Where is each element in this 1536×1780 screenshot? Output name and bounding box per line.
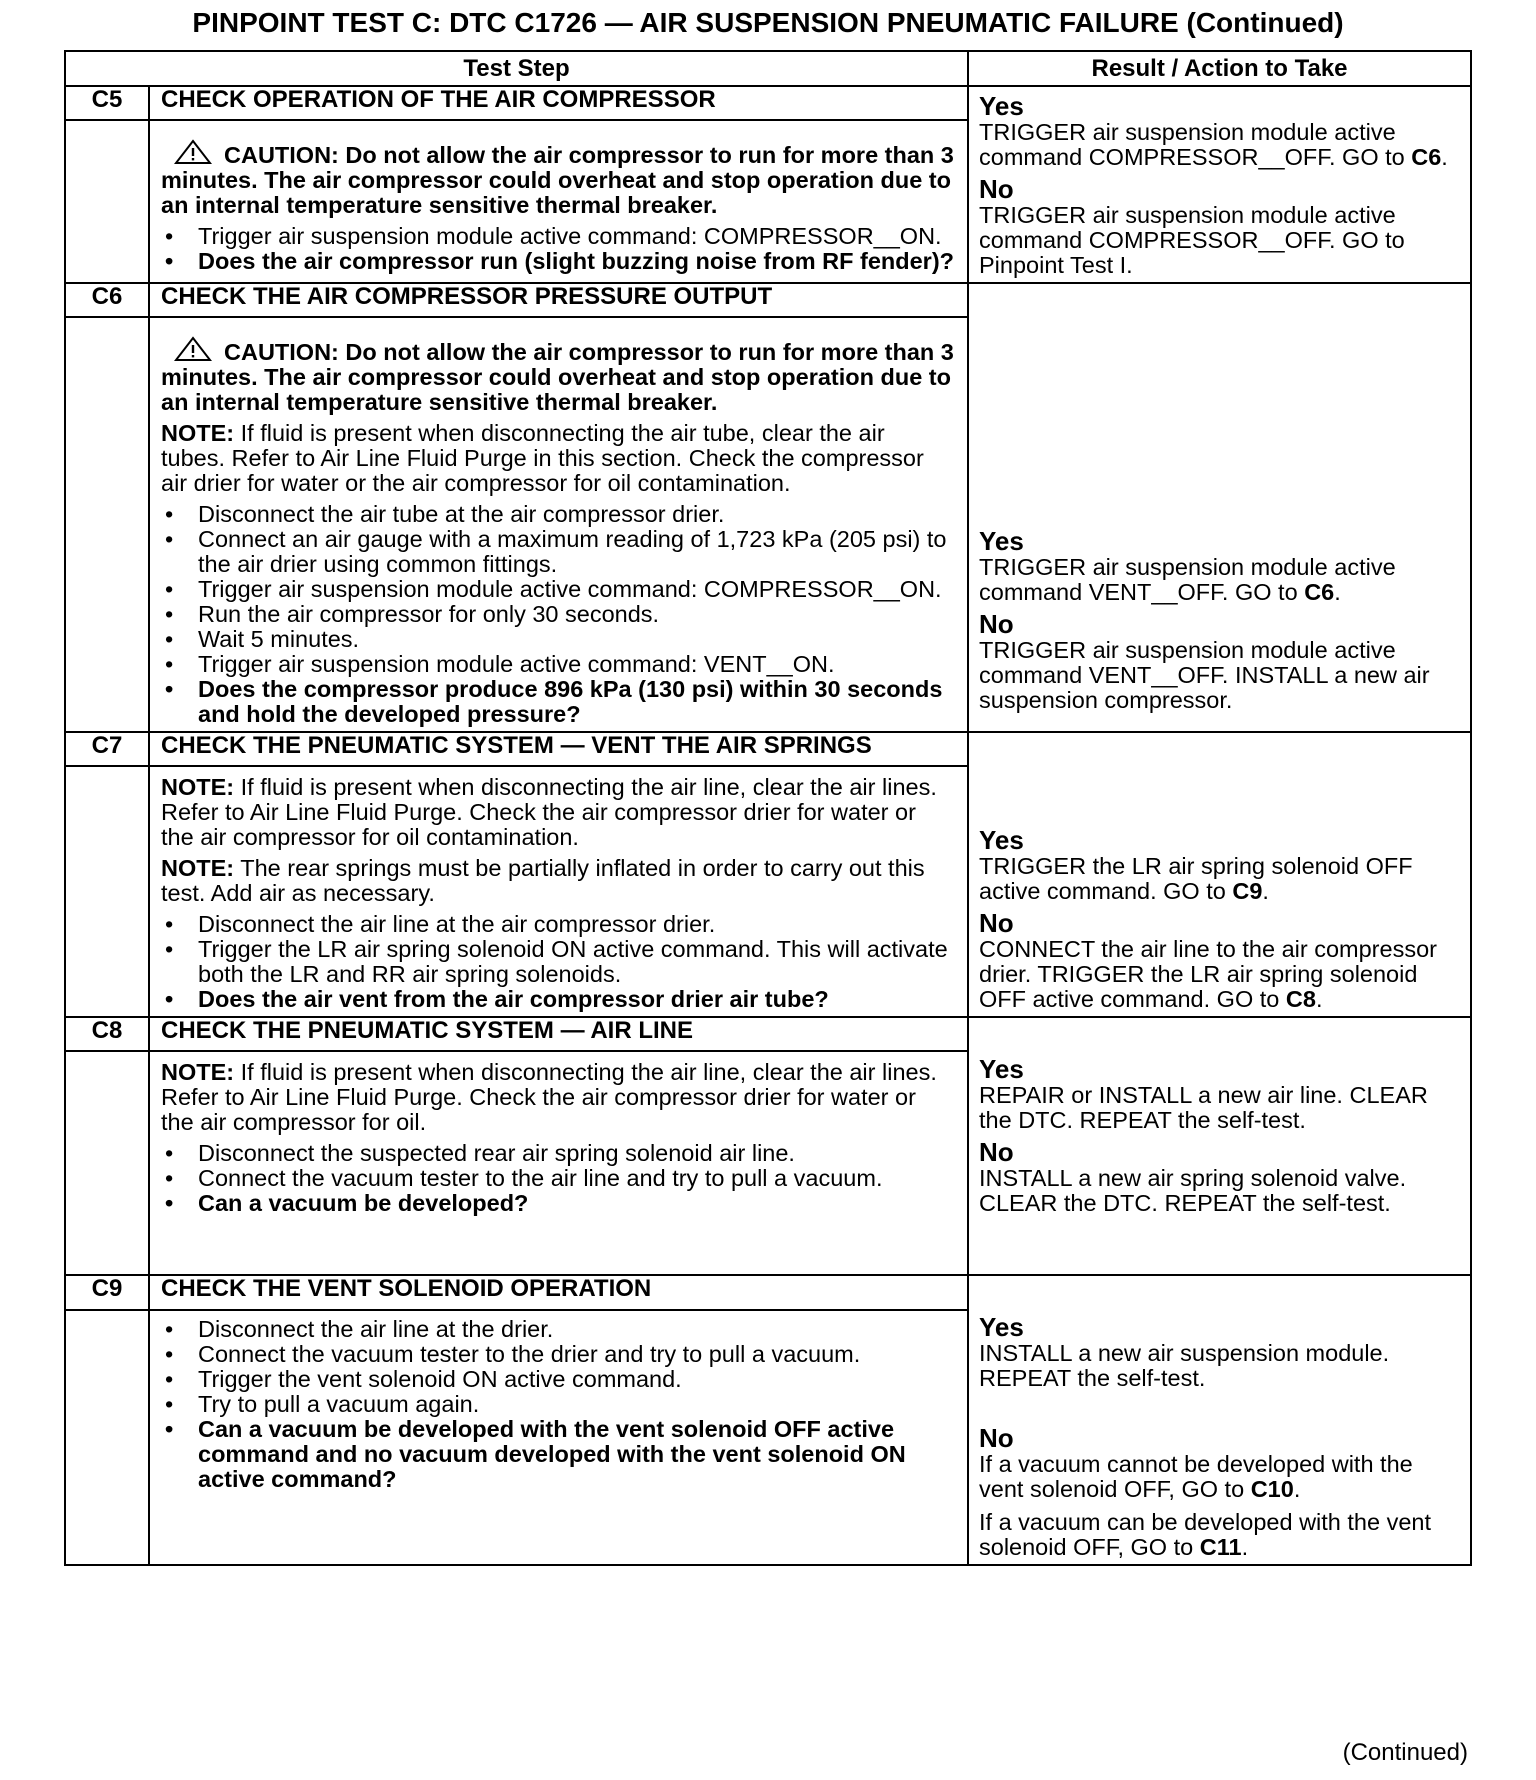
bullet-question: • Can a vacuum be developed with the vent solenoid OFF active command and no vacuum developed with the vent solenoid ON active command? xyxy=(161,1417,955,1492)
bullet-item: • Wait 5 minutes. xyxy=(161,627,955,652)
no-action: CONNECT the air line to the air compressor drier. TRIGGER the LR air spring solenoid OFF active command. GO to C8. xyxy=(979,936,1437,1012)
step-bullets xyxy=(161,224,955,274)
no-label: No xyxy=(979,609,1014,639)
step-c7-title-row xyxy=(65,732,1471,766)
bullet-item: • Connect the vacuum tester to the air line and try to pull a vacuum. xyxy=(161,1166,955,1191)
step-c5-body xyxy=(149,120,968,283)
caution-triangle-icon xyxy=(174,336,212,362)
bullet-question: • Can a vacuum be developed? xyxy=(161,1191,955,1216)
step-c5-result xyxy=(968,86,1471,283)
step-title: CHECK THE PNEUMATIC SYSTEM — AIR LINE xyxy=(149,1017,968,1051)
yes-label: Yes xyxy=(979,526,1024,556)
bullet-item: • Connect an air gauge with a maximum reading of 1,723 kPa (205 psi) to the air drier using common fittings. xyxy=(161,527,955,577)
bullet-item: • Disconnect the suspected rear air spring solenoid air line. xyxy=(161,1141,955,1166)
note: NOTE: If fluid is present when disconnecting the air tube, clear the air tubes. Refer to Air Line Fluid Purge in this section. Check the compressor air drier for water or the air compressor for oil contamination. xyxy=(161,420,924,496)
bullet-question: • Does the air vent from the air compressor drier air tube? xyxy=(161,987,955,1012)
step-c7-result xyxy=(968,732,1471,1017)
step-c6-title-row xyxy=(65,283,1471,317)
step-c9-body xyxy=(149,1310,968,1565)
no-label: No xyxy=(979,1423,1014,1453)
bullet-item: • Trigger air suspension module active command: VENT__ON. xyxy=(161,652,955,677)
bullet-question: • Does the compressor produce 896 kPa (130 psi) within 30 seconds and hold the developed pressure? xyxy=(161,677,955,727)
step-c5-title-row xyxy=(65,86,1471,120)
no-action: INSTALL a new air spring solenoid valve. CLEAR the DTC. REPEAT the self-test. xyxy=(979,1165,1407,1216)
yes-action: TRIGGER air suspension module active command COMPRESSOR__OFF. GO to C6. xyxy=(979,119,1448,170)
step-title: CHECK OPERATION OF THE AIR COMPRESSOR xyxy=(149,86,968,120)
bullet-item: • Connect the vacuum tester to the drier and try to pull a vacuum. xyxy=(161,1342,955,1367)
step-c6-result xyxy=(968,283,1471,732)
step-title: CHECK THE VENT SOLENOID OPERATION xyxy=(149,1275,968,1310)
no-label: No xyxy=(979,1137,1014,1167)
step-c8-result xyxy=(968,1017,1471,1275)
bullet-item: • Disconnect the air tube at the air compressor drier. xyxy=(161,502,955,527)
step-title: CHECK THE PNEUMATIC SYSTEM — VENT THE AIR SPRINGS xyxy=(149,732,968,766)
bullet-item: • Disconnect the air line at the drier. xyxy=(161,1317,955,1342)
step-reference: C6 xyxy=(1304,579,1335,605)
no-action: TRIGGER air suspension module active command VENT__OFF. INSTALL a new air suspension compressor. xyxy=(979,637,1430,713)
note: NOTE: The rear springs must be partially inflated in order to carry out this test. Add air as necessary. xyxy=(161,855,925,906)
header-result: Result / Action to Take xyxy=(968,51,1471,86)
yes-action: REPAIR or INSTALL a new air line. CLEAR the DTC. REPEAT the self-test. xyxy=(979,1082,1428,1133)
step-bullets xyxy=(161,912,955,1012)
header-test-step: Test Step xyxy=(65,51,968,86)
bullet-item: • Trigger air suspension module active command: COMPRESSOR__ON. xyxy=(161,577,955,602)
step-id: C7 xyxy=(65,732,149,766)
note: NOTE: If fluid is present when disconnecting the air line, clear the air lines. Refer to Air Line Fluid Purge. Check the air compressor drier for water or the air compressor for oil contamination. xyxy=(161,774,937,850)
step-id: C5 xyxy=(65,86,149,120)
caution-triangle-icon xyxy=(174,139,212,165)
step-id: C8 xyxy=(65,1017,149,1051)
step-c8-title-row xyxy=(65,1017,1471,1051)
bullet-question: • Does the air compressor run (slight buzzing noise from RF fender)? xyxy=(161,249,955,274)
yes-label: Yes xyxy=(979,1054,1024,1084)
bullet-item: • Run the air compressor for only 30 seconds. xyxy=(161,602,955,627)
bullet-item: • Trigger the LR air spring solenoid ON active command. This will activate both the LR and RR air spring solenoids. xyxy=(161,937,955,987)
step-c9-result xyxy=(968,1275,1471,1565)
step-reference: C10 xyxy=(1250,1476,1294,1502)
pinpoint-test-table xyxy=(64,50,1472,1566)
no-label: No xyxy=(979,908,1014,938)
step-reference: C6 xyxy=(1411,144,1442,170)
no-label: No xyxy=(979,174,1014,204)
bullet-item: • Trigger air suspension module active command: COMPRESSOR__ON. xyxy=(161,224,955,249)
step-c6-body xyxy=(149,317,968,732)
note: NOTE: If fluid is present when disconnecting the air line, clear the air lines. Refer to Air Line Fluid Purge. Check the air compressor drier for water or the air compressor for oil. xyxy=(161,1059,937,1135)
bullet-item: • Disconnect the air line at the air compressor drier. xyxy=(161,912,955,937)
step-title: CHECK THE AIR COMPRESSOR PRESSURE OUTPUT xyxy=(149,283,968,317)
yes-action: INSTALL a new air suspension module. REPEAT the self-test. xyxy=(979,1340,1390,1391)
yes-action: TRIGGER the LR air spring solenoid OFF active command. GO to C9. xyxy=(979,853,1413,904)
step-c9-title-row xyxy=(65,1275,1471,1310)
no-action: TRIGGER air suspension module active command COMPRESSOR__OFF. GO to Pinpoint Test I. xyxy=(979,202,1405,278)
continued-footer: (Continued) xyxy=(1342,1739,1468,1766)
table-header-row xyxy=(65,51,1471,86)
caution-note: CAUTION: Do not allow the air compressor to run for more than 3 minutes. The air compressor could overheat and stop operation due to an internal temperature sensitive thermal breaker. xyxy=(161,336,955,415)
page-title: PINPOINT TEST C: DTC C1726 — AIR SUSPENSION PNEUMATIC FAILURE (Continued) xyxy=(192,7,1344,38)
step-id: C6 xyxy=(65,283,149,317)
step-reference: C8 xyxy=(1285,986,1316,1012)
step-bullets xyxy=(161,1141,955,1216)
yes-label: Yes xyxy=(979,1312,1024,1342)
step-c8-body xyxy=(149,1051,968,1275)
yes-label: Yes xyxy=(979,91,1024,121)
caution-note: CAUTION: Do not allow the air compressor to run for more than 3 minutes. The air compressor could overheat and stop operation due to an internal temperature sensitive thermal breaker. xyxy=(161,139,955,218)
step-bullets xyxy=(161,1317,955,1492)
no-action: If a vacuum can be developed with the vent solenoid OFF, GO to C11. xyxy=(979,1509,1432,1560)
no-action: If a vacuum cannot be developed with the vent solenoid OFF, GO to C10. xyxy=(979,1451,1413,1502)
bullet-item: • Trigger the vent solenoid ON active command. xyxy=(161,1367,955,1392)
yes-action: TRIGGER air suspension module active command VENT__OFF. GO to C6. xyxy=(979,554,1396,605)
yes-label: Yes xyxy=(979,825,1024,855)
step-bullets xyxy=(161,502,955,727)
step-reference: C11 xyxy=(1199,1534,1242,1560)
bullet-item: • Try to pull a vacuum again. xyxy=(161,1392,955,1417)
step-reference: C9 xyxy=(1232,878,1263,904)
step-id: C9 xyxy=(65,1275,149,1310)
step-c7-body xyxy=(149,766,968,1017)
